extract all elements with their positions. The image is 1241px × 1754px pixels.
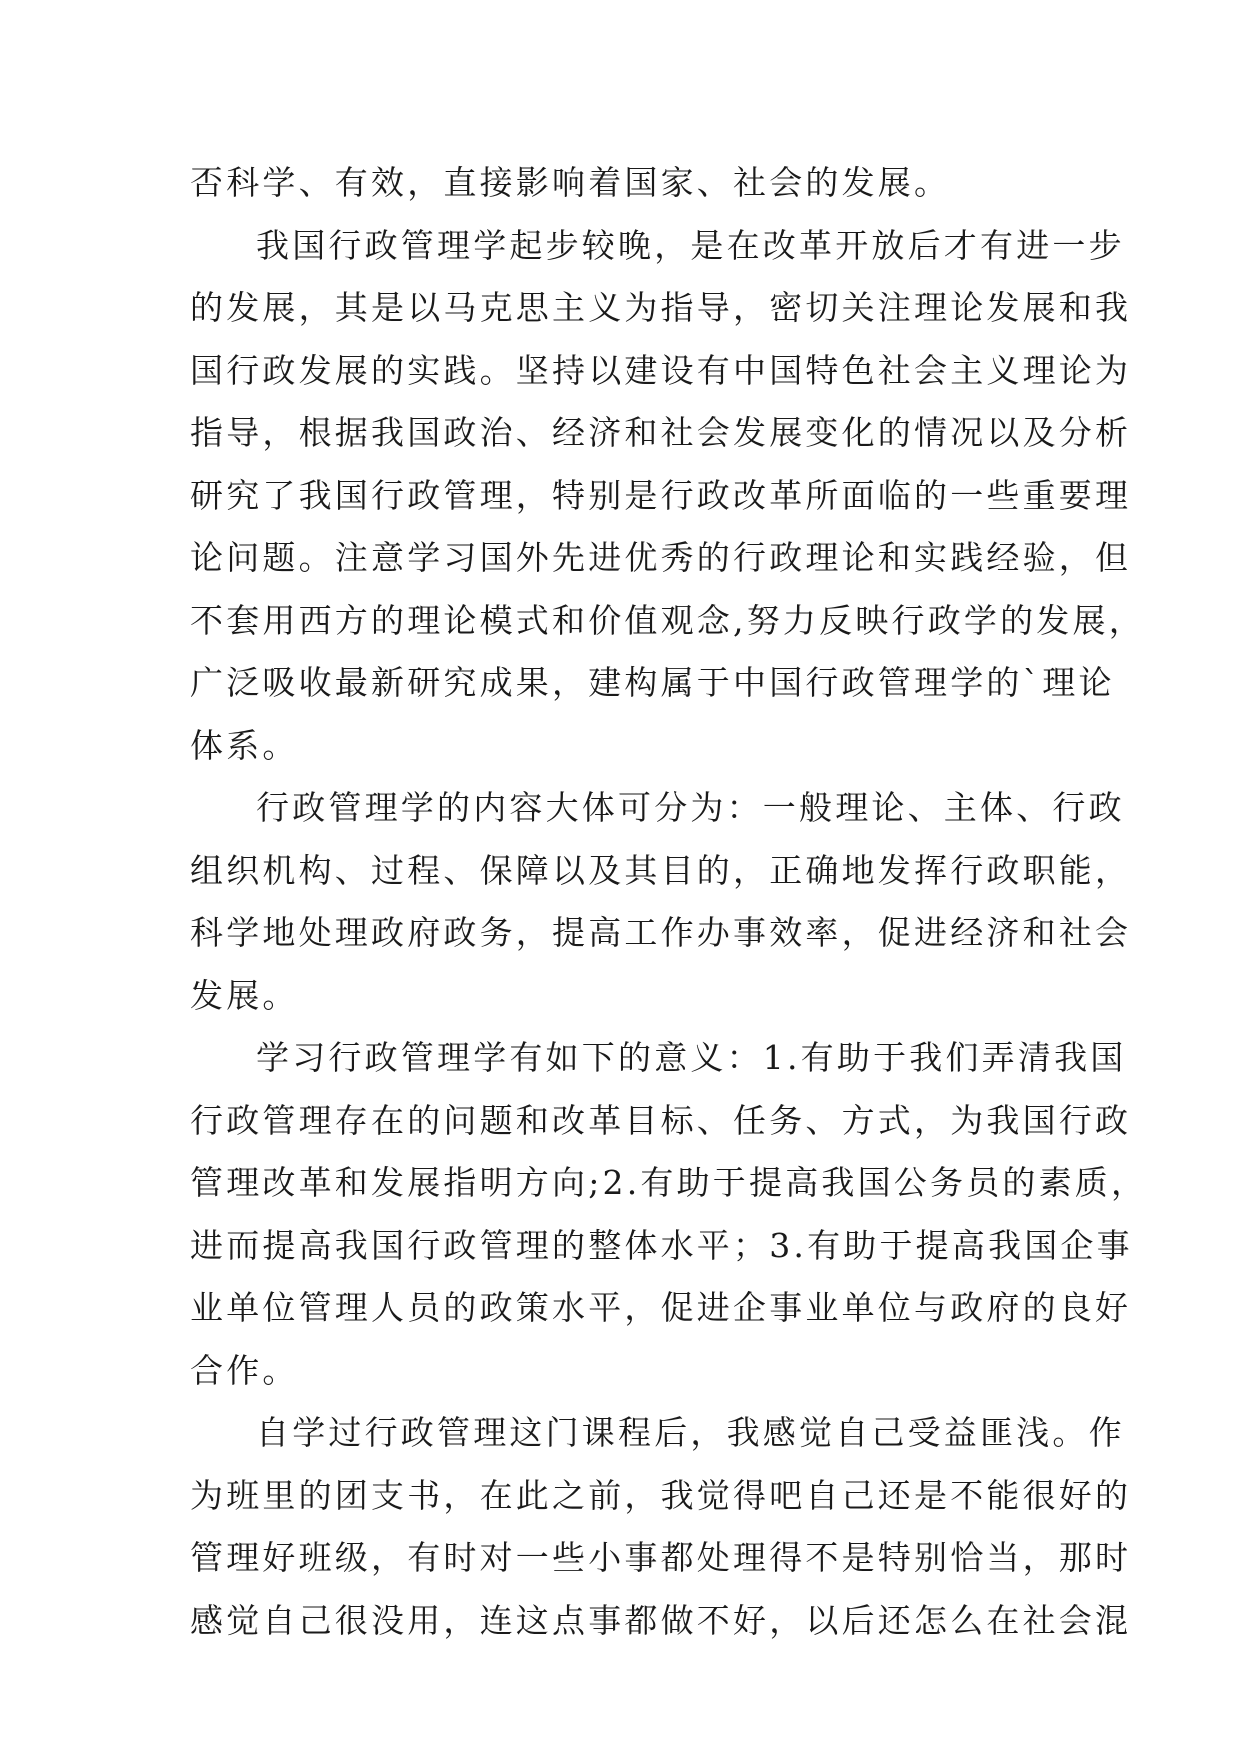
- text-line: 研究了我国行政管理，特别是行政改革所面临的一些重要理: [190, 475, 1132, 515]
- text-line: 组织机构、过程、保障以及其目的，正确地发挥行政职能，: [190, 850, 1132, 890]
- text-line: 不套用西方的理论模式和价值观念,努力反映行政学的发展，: [190, 600, 1145, 640]
- text-line: 业单位管理人员的政策水平，促进企事业单位与政府的良好: [190, 1288, 1132, 1327]
- text-line: 体系。: [190, 725, 299, 765]
- text-line: 管理好班级，有时对一些小事都处理得不是特别恰当，那时: [190, 1538, 1132, 1577]
- text-line: 广泛吸收最新研究成果，建构属于中国行政管理学的`理论: [190, 663, 1115, 702]
- text-line: 论问题。注意学习国外先进优秀的行政理论和实践经验，但: [190, 538, 1132, 577]
- paragraph-start-line: 我国行政管理学起步较晚，是在改革开放后才有进一步: [256, 225, 1125, 265]
- text-line: 管理改革和发展指明方向;2.有助于提高我国公务员的素质，: [190, 1163, 1148, 1202]
- body-text: [190, 152, 1148, 1652]
- text-line: 合作。: [190, 1350, 299, 1390]
- text-line: 的发展，其是以马克思主义为指导，密切关注理论发展和我: [190, 288, 1132, 327]
- paragraph-start-line: 行政管理学的内容大体可分为：一般理论、主体、行政: [256, 788, 1125, 827]
- text-line: 发展。: [190, 975, 299, 1015]
- text-line: 指导，根据我国政治、经济和社会发展变化的情况以及分析: [190, 413, 1132, 452]
- text-line: 国行政发展的实践。坚持以建设有中国特色社会主义理论为: [190, 350, 1132, 390]
- text-line: 否科学、有效，直接影响着国家、社会的发展。: [190, 163, 951, 202]
- text-line: 为班里的团支书，在此之前，我觉得吧自己还是不能很好的: [190, 1475, 1132, 1515]
- paragraph-start-line: 学习行政管理学有如下的意义：1.有助于我们弄清我国: [256, 1038, 1127, 1077]
- text-line: 科学地处理政府政务，提高工作办事效率，促进经济和社会: [190, 913, 1132, 952]
- paragraph-start-line: 自学过行政管理这门课程后，我感觉自己受益匪浅。作: [256, 1413, 1125, 1452]
- text-line: 感觉自己很没用，连这点事都做不好，以后还怎么在社会混: [190, 1600, 1132, 1640]
- text-line: 进而提高我国行政管理的整体水平；3.有助于提高我国企事: [190, 1225, 1133, 1265]
- text-line: 行政管理存在的问题和改革目标、任务、方式，为我国行政: [190, 1100, 1132, 1140]
